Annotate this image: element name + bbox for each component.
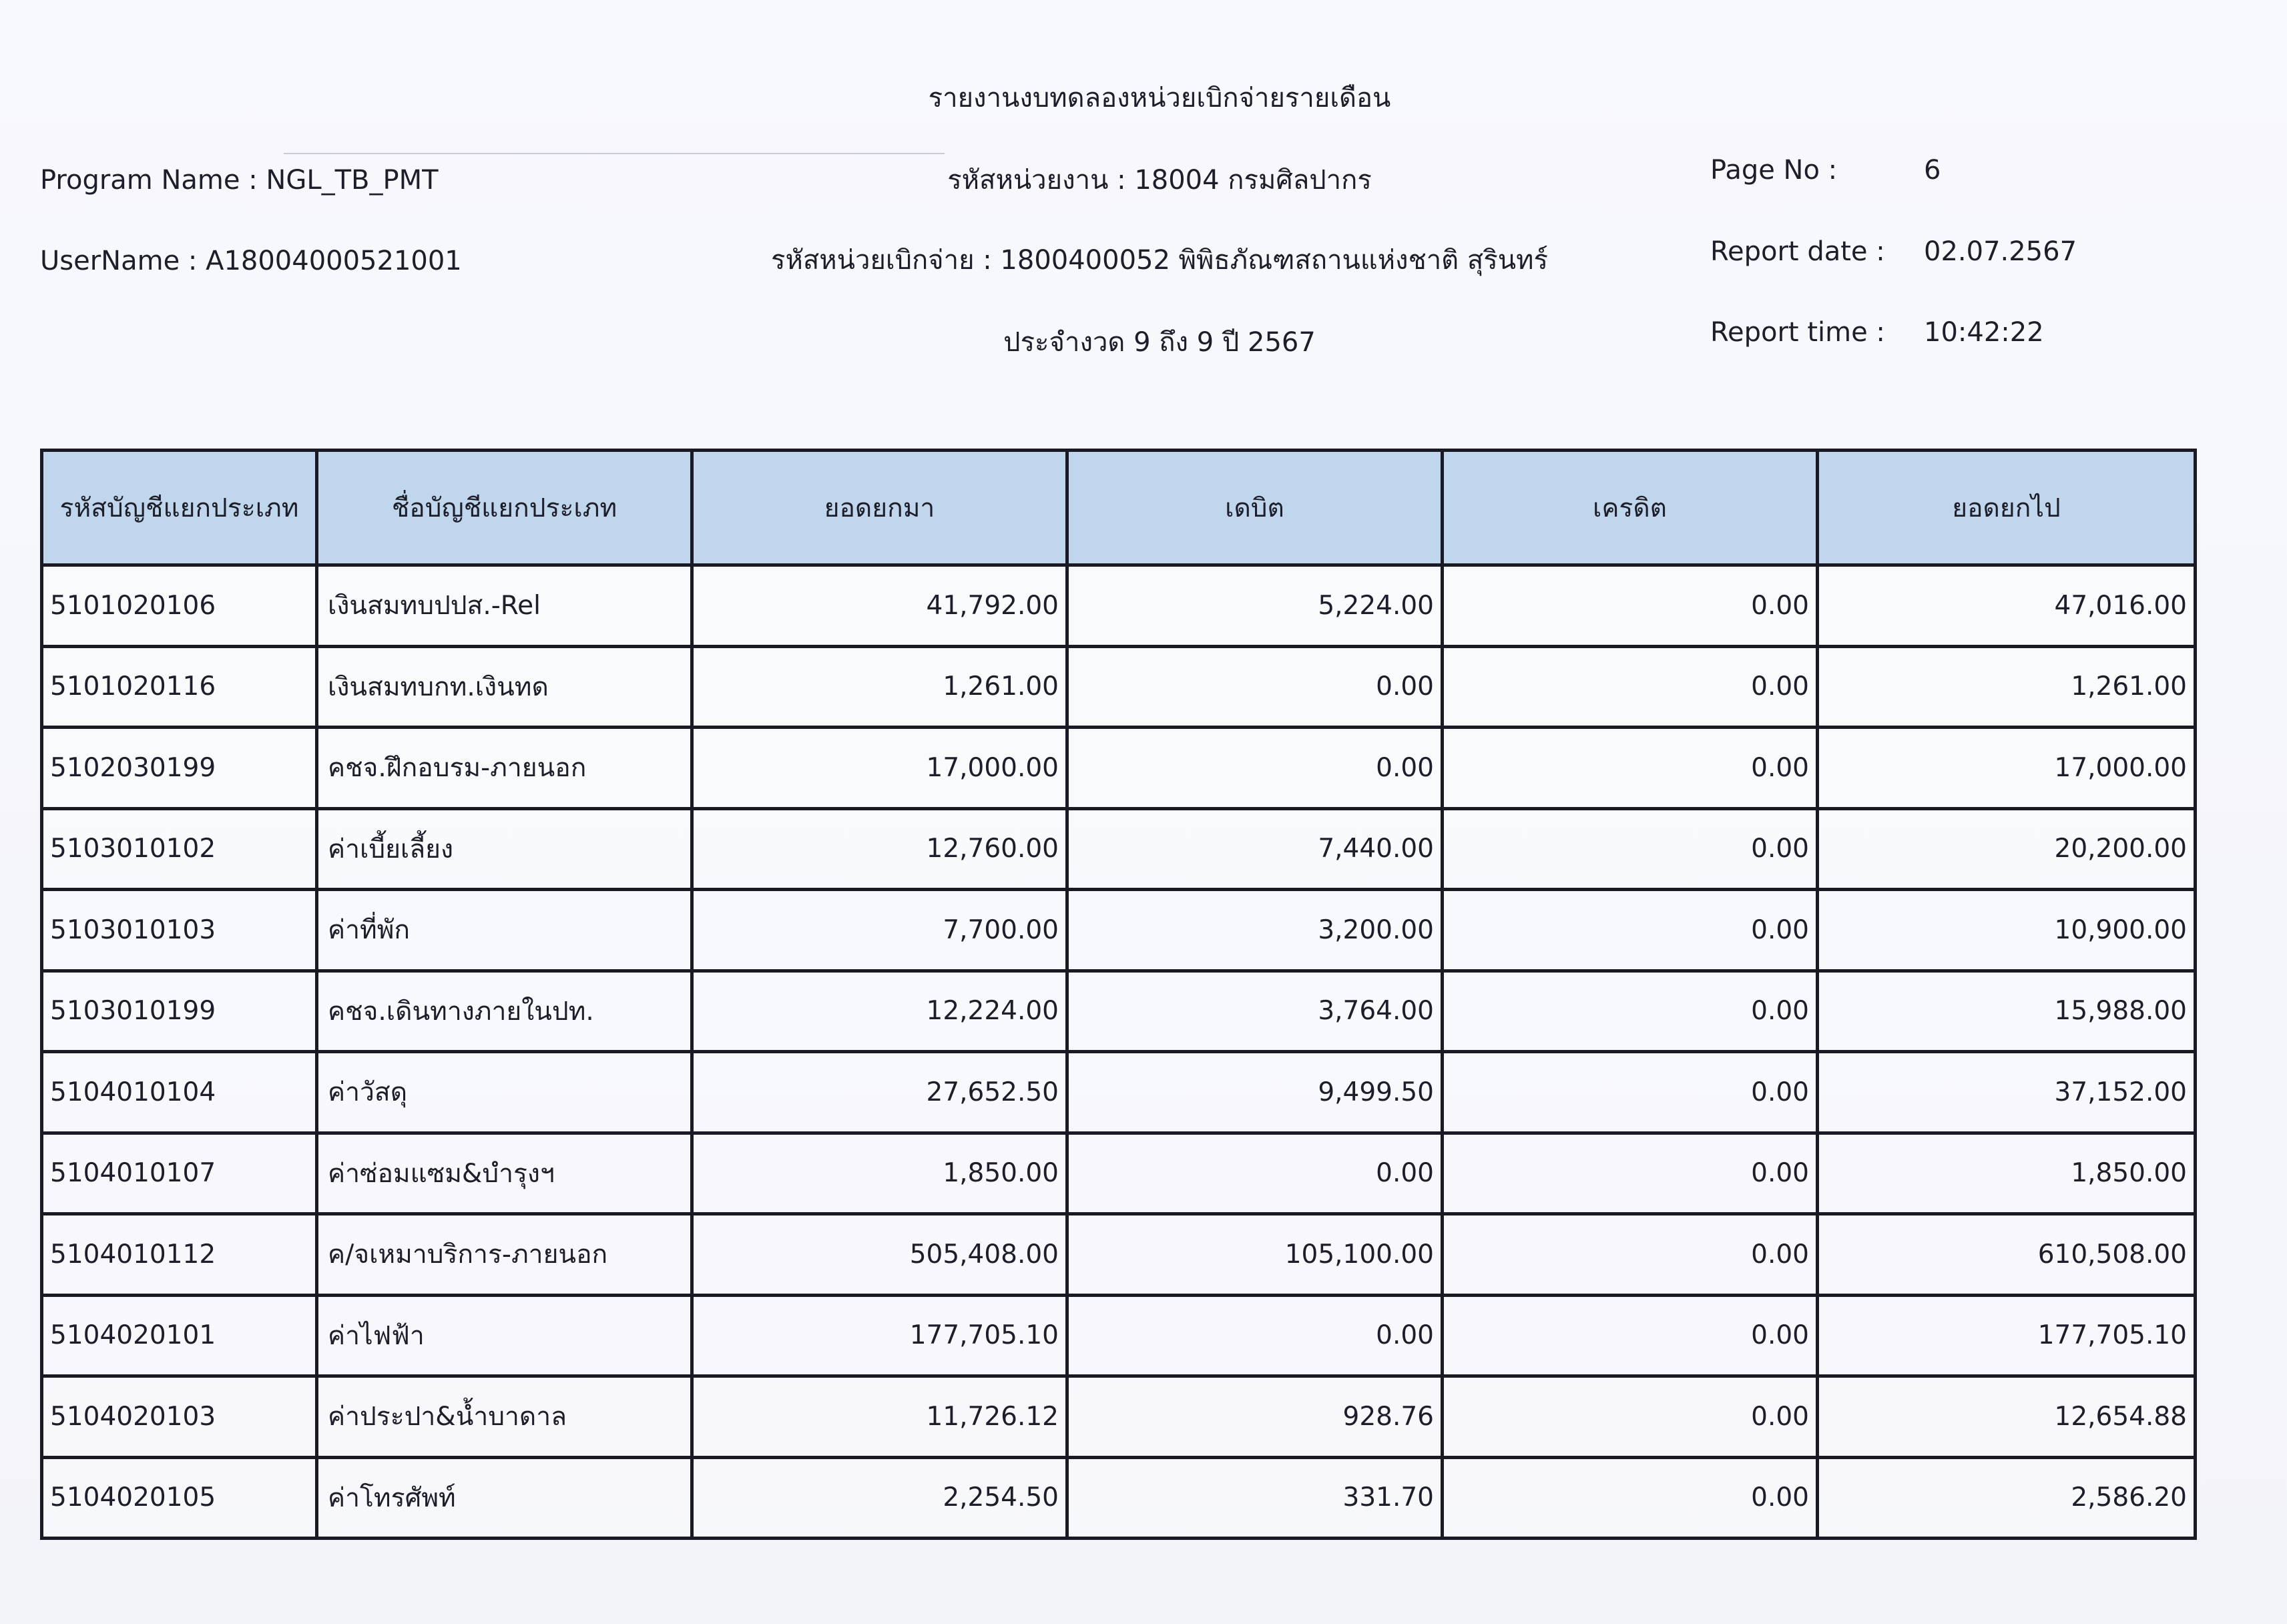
- report-date-label: Report date :: [1710, 236, 1885, 267]
- cell-account-name: ค่าโทรศัพท์: [317, 1457, 692, 1539]
- cell-debit: 0.00: [1067, 1295, 1443, 1376]
- cell-debit: 928.76: [1067, 1376, 1443, 1458]
- header-account-name: ชื่อบัญชีแยกประเภท: [317, 451, 692, 565]
- period: ประจำงวด 9 ถึง 9 ปี 2567: [1003, 327, 1316, 358]
- cell-closing-balance: 15,988.00: [1818, 971, 2196, 1052]
- cell-account-code: 5104020105: [42, 1457, 317, 1539]
- page-no-label: Page No :: [1710, 155, 1838, 186]
- table-header-row: [42, 451, 2196, 565]
- page-no-value: 6: [1924, 155, 1941, 186]
- cell-debit: 0.00: [1067, 646, 1443, 728]
- table-row: [42, 646, 2196, 728]
- cell-opening-balance: 1,850.00: [692, 1133, 1067, 1214]
- cell-opening-balance: 11,726.12: [692, 1376, 1067, 1458]
- cell-credit: 0.00: [1443, 890, 1818, 971]
- header-debit: เดบิต: [1067, 451, 1443, 565]
- cell-opening-balance: 12,224.00: [692, 971, 1067, 1052]
- cell-closing-balance: 47,016.00: [1818, 565, 2196, 647]
- cell-opening-balance: 2,254.50: [692, 1457, 1067, 1539]
- cell-closing-balance: 20,200.00: [1818, 808, 2196, 890]
- cell-opening-balance: 505,408.00: [692, 1214, 1067, 1296]
- cell-opening-balance: 7,700.00: [692, 890, 1067, 971]
- cell-credit: 0.00: [1443, 1376, 1818, 1458]
- cell-account-code: 5104010107: [42, 1133, 317, 1214]
- cell-closing-balance: 610,508.00: [1818, 1214, 2196, 1296]
- cell-opening-balance: 27,652.50: [692, 1052, 1067, 1133]
- cell-opening-balance: 17,000.00: [692, 728, 1067, 809]
- cell-credit: 0.00: [1443, 646, 1818, 728]
- cell-opening-balance: 1,261.00: [692, 646, 1067, 728]
- cell-account-code: 5104020103: [42, 1376, 317, 1458]
- cell-debit: 7,440.00: [1067, 808, 1443, 890]
- table-row: [42, 1214, 2196, 1296]
- table-row: [42, 890, 2196, 971]
- report-time-label: Report time :: [1710, 317, 1885, 348]
- cell-closing-balance: 10,900.00: [1818, 890, 2196, 971]
- cell-account-name: ค่าที่พัก: [317, 890, 692, 971]
- cell-debit: 0.00: [1067, 1133, 1443, 1214]
- cell-account-code: 5101020116: [42, 646, 317, 728]
- cell-debit: 105,100.00: [1067, 1214, 1443, 1296]
- trial-balance-table: [40, 449, 2197, 1540]
- cell-account-code: 5101020106: [42, 565, 317, 647]
- cell-debit: 331.70: [1067, 1457, 1443, 1539]
- cell-credit: 0.00: [1443, 1457, 1818, 1539]
- cell-opening-balance: 41,792.00: [692, 565, 1067, 647]
- cell-credit: 0.00: [1443, 728, 1818, 809]
- cell-account-code: 5103010199: [42, 971, 317, 1052]
- table-row: [42, 565, 2196, 647]
- cell-credit: 0.00: [1443, 1295, 1818, 1376]
- header-closing-balance: ยอดยกไป: [1818, 451, 2196, 565]
- cell-account-code: 5104010104: [42, 1052, 317, 1133]
- cell-account-code: 5104020101: [42, 1295, 317, 1376]
- header-opening-balance: ยอดยกมา: [692, 451, 1067, 565]
- cell-credit: 0.00: [1443, 971, 1818, 1052]
- table-row: [42, 1133, 2196, 1214]
- cell-account-name: ค่าวัสดุ: [317, 1052, 692, 1133]
- cell-account-code: 5102030199: [42, 728, 317, 809]
- cell-account-name: ค่าเบี้ยเลี้ยง: [317, 808, 692, 890]
- header-credit: เครดิต: [1443, 451, 1818, 565]
- cell-closing-balance: 17,000.00: [1818, 728, 2196, 809]
- user-name: UserName : A18004000521001: [40, 246, 462, 276]
- table-row: [42, 1052, 2196, 1133]
- cell-account-code: 5103010103: [42, 890, 317, 971]
- cell-credit: 0.00: [1443, 1133, 1818, 1214]
- cell-closing-balance: 37,152.00: [1818, 1052, 2196, 1133]
- table-row: [42, 808, 2196, 890]
- cell-credit: 0.00: [1443, 1052, 1818, 1133]
- cell-closing-balance: 1,850.00: [1818, 1133, 2196, 1214]
- table-row: [42, 1457, 2196, 1539]
- report-time-value: 10:42:22: [1924, 317, 2044, 348]
- disbursing-unit: รหัสหน่วยเบิกจ่าย : 1800400052 พิพิธภัณฑสถานแห่งชาติ สุรินทร์: [771, 245, 1548, 276]
- title-underline: [284, 153, 945, 154]
- table-row: [42, 728, 2196, 809]
- cell-credit: 0.00: [1443, 1214, 1818, 1296]
- header-account-code: รหัสบัญชีแยกประเภท: [42, 451, 317, 565]
- cell-account-name: เงินสมทบปปส.-Rel: [317, 565, 692, 647]
- cell-credit: 0.00: [1443, 808, 1818, 890]
- cell-account-name: เงินสมทบกท.เงินทด: [317, 646, 692, 728]
- cell-account-name: ค่าไฟฟ้า: [317, 1295, 692, 1376]
- cell-debit: 3,764.00: [1067, 971, 1443, 1052]
- cell-debit: 5,224.00: [1067, 565, 1443, 647]
- cell-account-name: ค่าซ่อมแซม&บำรุงฯ: [317, 1133, 692, 1214]
- cell-debit: 0.00: [1067, 728, 1443, 809]
- table-row: [42, 1295, 2196, 1376]
- agency-code: รหัสหน่วยงาน : 18004 กรมศิลปากร: [947, 165, 1372, 196]
- cell-closing-balance: 2,586.20: [1818, 1457, 2196, 1539]
- cell-closing-balance: 177,705.10: [1818, 1295, 2196, 1376]
- report-title: รายงานงบทดลองหน่วยเบิกจ่ายรายเดือน: [928, 83, 1391, 113]
- table-row: [42, 971, 2196, 1052]
- cell-debit: 9,499.50: [1067, 1052, 1443, 1133]
- cell-account-name: ค/จเหมาบริการ-ภายนอก: [317, 1214, 692, 1296]
- cell-debit: 3,200.00: [1067, 890, 1443, 971]
- cell-account-name: คชจ.ฝึกอบรม-ภายนอก: [317, 728, 692, 809]
- cell-account-name: คชจ.เดินทางภายในปท.: [317, 971, 692, 1052]
- cell-closing-balance: 12,654.88: [1818, 1376, 2196, 1458]
- cell-closing-balance: 1,261.00: [1818, 646, 2196, 728]
- cell-opening-balance: 12,760.00: [692, 808, 1067, 890]
- cell-account-code: 5104010112: [42, 1214, 317, 1296]
- table-row: [42, 1376, 2196, 1458]
- program-name: Program Name : NGL_TB_PMT: [40, 165, 439, 196]
- cell-account-code: 5103010102: [42, 808, 317, 890]
- cell-account-name: ค่าประปา&น้ำบาดาล: [317, 1376, 692, 1458]
- report-date-value: 02.07.2567: [1924, 236, 2077, 267]
- cell-opening-balance: 177,705.10: [692, 1295, 1067, 1376]
- cell-credit: 0.00: [1443, 565, 1818, 647]
